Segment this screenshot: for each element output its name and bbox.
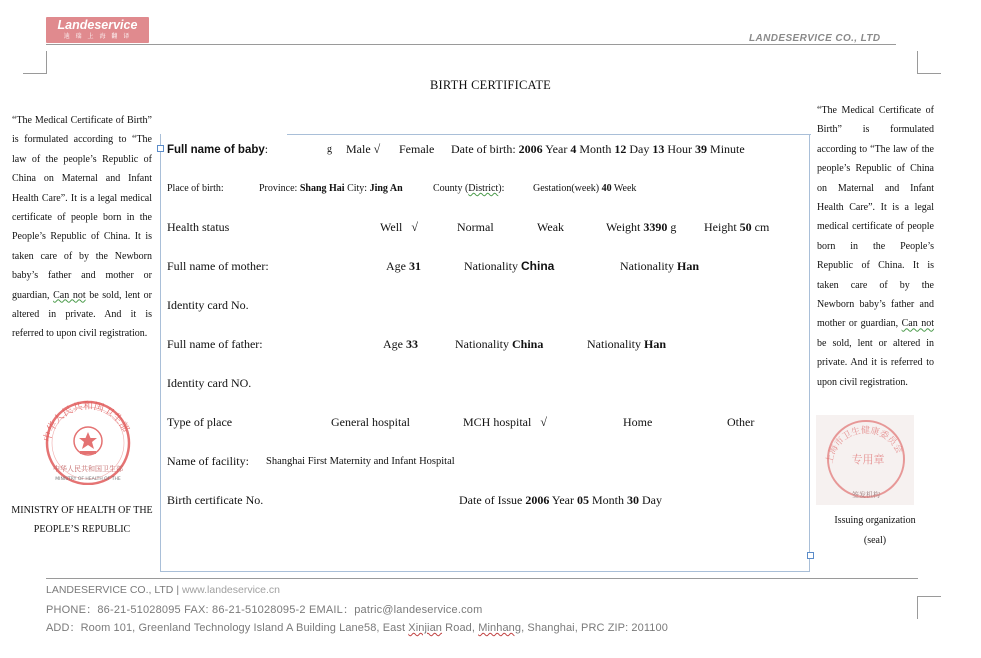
seal-label: (seal) bbox=[863, 535, 887, 546]
father-nationality-value: China bbox=[512, 337, 544, 351]
dob-hour-word: Hour bbox=[667, 142, 693, 156]
date-of-birth bbox=[451, 142, 745, 156]
footer-address bbox=[46, 619, 668, 635]
place-type-label: Type of place bbox=[167, 415, 233, 429]
issue-label: Date of Issue bbox=[459, 493, 523, 507]
gestation-week-word: Week bbox=[613, 183, 637, 194]
place-of-birth-label: Place of birth: bbox=[167, 183, 224, 194]
side-note-text: “The Medical Certificate of Birth” is formulated according to “The law of the people’s Republic of China on Maternal and Infant Health Care”. It is a legal medical certificate of people born in the People’s Republic of China. It is taken care of by the Newborn baby’s father and mother or guardian, bbox=[12, 115, 152, 301]
mother-id-label: Identity card No. bbox=[167, 298, 249, 312]
issue-day-word: Day bbox=[642, 493, 663, 507]
crop-mark bbox=[23, 73, 47, 74]
city: Jing An bbox=[369, 183, 403, 194]
baby-name-row bbox=[167, 142, 268, 157]
facility-label: Name of facility: bbox=[167, 454, 249, 468]
seal-bottom-text: 中华人民共和国卫生部 bbox=[53, 465, 123, 473]
form-frame-top-edge bbox=[287, 134, 811, 135]
place-type-general-hospital: General hospital bbox=[331, 415, 410, 429]
baby-name-mark: g bbox=[327, 144, 332, 155]
gestation-label: Gestation(week) bbox=[533, 183, 600, 194]
issuing-organization-seal bbox=[816, 415, 914, 505]
left-side-note bbox=[12, 111, 152, 344]
mother-age-value: 31 bbox=[409, 259, 421, 273]
height-label: Height bbox=[704, 220, 737, 234]
dob-day: 12 bbox=[614, 142, 627, 156]
baby-name-colon: : bbox=[264, 142, 269, 156]
weight-label: Weight bbox=[606, 220, 641, 234]
place-of-birth-value bbox=[259, 182, 403, 196]
document-title: BIRTH CERTIFICATE bbox=[430, 78, 551, 92]
dob-year: 2006 bbox=[518, 142, 543, 156]
date-of-issue bbox=[459, 493, 662, 507]
health-well: Well √ bbox=[380, 220, 418, 234]
mother-age-label: Age bbox=[386, 259, 406, 273]
province: Shang Hai bbox=[299, 183, 345, 194]
dob-hour: 13 bbox=[652, 142, 665, 156]
crop-mark bbox=[917, 73, 941, 74]
issue-year-word: Year bbox=[551, 493, 574, 507]
footer-company-line bbox=[46, 584, 280, 596]
side-note-cannot: Can not bbox=[53, 289, 86, 301]
sex-female: Female bbox=[399, 142, 435, 156]
sex-male: Male √ bbox=[346, 142, 381, 156]
footer-company: LANDESERVICE CO., LTD bbox=[46, 584, 174, 596]
county bbox=[433, 182, 504, 196]
seal-arc-text: 中华人民共和国卫生部 bbox=[42, 400, 131, 443]
gestation-weeks: 40 bbox=[601, 183, 612, 194]
issue-year: 2006 bbox=[525, 493, 550, 507]
dob-day-word: Day bbox=[629, 142, 650, 156]
city-label: City: bbox=[347, 183, 368, 194]
crop-mark bbox=[917, 596, 941, 597]
right-side-note bbox=[817, 101, 934, 392]
father-age bbox=[383, 337, 418, 351]
health-normal: Normal bbox=[457, 220, 494, 234]
father-ethnic bbox=[587, 337, 666, 351]
place-type-home: Home bbox=[623, 415, 653, 429]
mother-nationality-label: Nationality bbox=[464, 259, 518, 273]
frame-resize-handle-top-left[interactable] bbox=[157, 145, 164, 152]
father-nationality bbox=[455, 337, 543, 351]
seal-english-text: MINISTRY OF HEALTH OF THE bbox=[55, 477, 121, 482]
weight bbox=[606, 220, 676, 234]
issue-day: 30 bbox=[627, 493, 640, 507]
dob-minute-word: Minute bbox=[710, 142, 745, 156]
gestation bbox=[533, 182, 636, 196]
father-ethnic-value: Han bbox=[644, 337, 667, 351]
county-prefix: County ( bbox=[433, 183, 469, 194]
height-value: 50 bbox=[739, 220, 752, 234]
side-note-text: be sold, lent or altered in private. And it is referred to upon civil registration. bbox=[817, 337, 934, 388]
father-age-label: Age bbox=[383, 337, 403, 351]
address-part: , Shanghai, PRC ZIP: 201100 bbox=[521, 622, 668, 634]
mother-ethnic-label: Nationality bbox=[620, 259, 674, 273]
header-divider bbox=[46, 44, 896, 45]
dob-month-word: Month bbox=[579, 142, 612, 156]
seal-center-text: 专用章 bbox=[851, 453, 885, 466]
father-age-value: 33 bbox=[406, 337, 418, 351]
health-status-label: Health status bbox=[167, 220, 230, 234]
father-ethnic-label: Nationality bbox=[587, 337, 641, 351]
ministry-name: MINISTRY OF HEALTH OF THE PEOPLE’S REPUBLIC bbox=[11, 505, 153, 535]
side-note-text: be sold, lent or altered in private. And it is referred to upon civil registration. bbox=[12, 289, 152, 340]
issuing-label: Issuing organization bbox=[834, 515, 916, 526]
mother-nationality bbox=[464, 259, 554, 273]
father-name-label: Full name of father: bbox=[167, 337, 263, 351]
facility-name: Shanghai First Maternity and Infant Hospital bbox=[266, 456, 455, 467]
health-weak: Weak bbox=[537, 220, 565, 234]
mother-ethnic-value: Han bbox=[677, 259, 700, 273]
mother-nationality-value: China bbox=[521, 259, 555, 273]
side-note-cannot: Can not bbox=[901, 318, 935, 330]
crop-mark bbox=[46, 51, 47, 74]
frame-resize-handle-bottom-right[interactable] bbox=[807, 552, 814, 559]
header-company-name: LANDESERVICE CO., LTD bbox=[749, 33, 881, 44]
father-nationality-label: Nationality bbox=[455, 337, 509, 351]
address-road: Xinjian bbox=[408, 622, 443, 634]
address-district: Minhang bbox=[478, 622, 522, 634]
mother-ethnic bbox=[620, 259, 699, 273]
dob-label: Date of birth: bbox=[451, 142, 516, 156]
county-district: District bbox=[468, 183, 499, 194]
logo-text: Landeservice bbox=[57, 18, 138, 32]
company-logo bbox=[46, 17, 149, 43]
issue-month: 05 bbox=[577, 493, 589, 507]
footer-separator: | bbox=[173, 584, 182, 596]
seal-bottom-text: 签发机构 bbox=[852, 491, 880, 499]
address-part: Road, bbox=[442, 622, 479, 634]
place-type-mch-hospital: MCH hospital √ bbox=[463, 415, 547, 429]
dob-minute: 39 bbox=[695, 142, 708, 156]
dob-year-word: Year bbox=[545, 142, 568, 156]
ministry-seal bbox=[36, 397, 140, 485]
height-unit: cm bbox=[754, 220, 770, 234]
place-type-other: Other bbox=[727, 415, 755, 429]
logo-subtext: 迪 瑞 上 海 翻 译 bbox=[63, 33, 132, 40]
province-label: Province: bbox=[259, 183, 298, 194]
certificate-number-label: Birth certificate No. bbox=[167, 493, 264, 507]
dob-month: 4 bbox=[570, 142, 577, 156]
mother-age bbox=[386, 259, 421, 273]
footer-divider bbox=[46, 578, 918, 579]
address-part: ADD：Room 101, Greenland Technology Island A Building Lane58, East bbox=[46, 622, 409, 634]
mother-name-label: Full name of mother: bbox=[167, 259, 269, 273]
father-id-label: Identity card NO. bbox=[167, 376, 252, 390]
weight-value: 3390 bbox=[643, 220, 668, 234]
height bbox=[704, 220, 769, 234]
issuing-organization bbox=[815, 511, 935, 551]
weight-unit: g bbox=[670, 220, 677, 234]
crop-mark bbox=[917, 51, 918, 74]
footer-contact: PHONE：86-21-51028095 FAX: 86-21-51028095-2 EMAIL：patric@landeservice.com bbox=[46, 604, 483, 616]
issue-month-word: Month bbox=[592, 493, 625, 507]
county-suffix: ): bbox=[498, 183, 505, 194]
baby-name-label: Full name of baby bbox=[167, 144, 265, 156]
side-note-text: “The Medical Certificate of Birth” is formulated according to “The law of the people’s Republic of China on Maternal and Infant Health Care”. It is a legal medical certificate of people born in the People’s Republic of China. It is taken care of by the Newborn baby’s father and mother or guardian, bbox=[817, 105, 934, 330]
crop-mark bbox=[917, 596, 918, 619]
seal-arc-text: 上海市卫生健康委员会 bbox=[825, 425, 904, 465]
footer-website-link[interactable]: www.landeservice.cn bbox=[181, 584, 281, 596]
